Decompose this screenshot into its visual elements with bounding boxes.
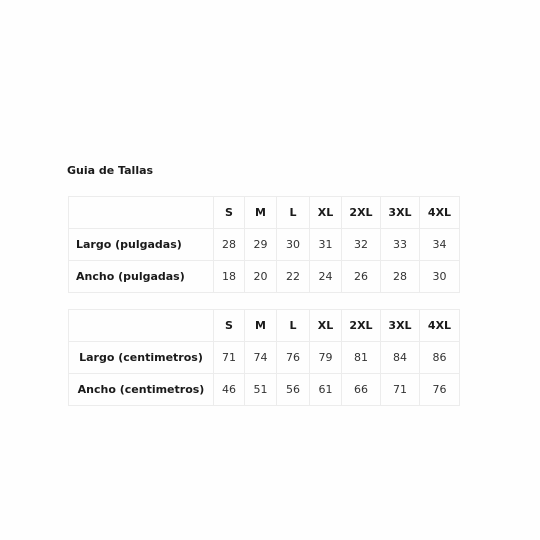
page-title: Guia de Tallas [67, 164, 154, 177]
table-cell: 74 [245, 342, 277, 374]
table-cell: 30 [277, 229, 310, 261]
table-cell: 81 [342, 342, 381, 374]
table-cell: 32 [342, 229, 381, 261]
size-header: S [214, 310, 245, 342]
header-empty-cell [69, 310, 214, 342]
size-header: 2XL [342, 310, 381, 342]
table-cell: 79 [310, 342, 342, 374]
row-label: Largo (centimetros) [69, 342, 214, 374]
table-cell: 28 [381, 261, 420, 293]
table-row [69, 374, 460, 406]
table-cell: 28 [214, 229, 245, 261]
table-cell: 76 [277, 342, 310, 374]
table-cell: 71 [214, 342, 245, 374]
size-table-centimeters [68, 309, 460, 406]
table-cell: 24 [310, 261, 342, 293]
size-header: XL [310, 310, 342, 342]
table-cell: 51 [245, 374, 277, 406]
table-cell: 26 [342, 261, 381, 293]
table-row [69, 229, 460, 261]
table-cell: 76 [420, 374, 460, 406]
table-header-row [69, 310, 460, 342]
table-cell: 18 [214, 261, 245, 293]
table-cell: 22 [277, 261, 310, 293]
size-header: 4XL [420, 197, 460, 229]
table-cell: 46 [214, 374, 245, 406]
size-table-inches [68, 196, 460, 293]
size-header: 4XL [420, 310, 460, 342]
size-header: M [245, 197, 277, 229]
table-cell: 56 [277, 374, 310, 406]
size-header: S [214, 197, 245, 229]
size-header: 3XL [381, 310, 420, 342]
table-header-row [69, 197, 460, 229]
table-cell: 84 [381, 342, 420, 374]
table-cell: 30 [420, 261, 460, 293]
table-cell: 31 [310, 229, 342, 261]
table-cell: 71 [381, 374, 420, 406]
table-cell: 86 [420, 342, 460, 374]
header-empty-cell [69, 197, 214, 229]
size-header: L [277, 310, 310, 342]
table-cell: 66 [342, 374, 381, 406]
row-label: Largo (pulgadas) [69, 229, 214, 261]
table-cell: 20 [245, 261, 277, 293]
table-row [69, 261, 460, 293]
table-cell: 33 [381, 229, 420, 261]
size-header: XL [310, 197, 342, 229]
table-row [69, 342, 460, 374]
row-label: Ancho (centimetros) [69, 374, 214, 406]
size-header: 3XL [381, 197, 420, 229]
table-cell: 29 [245, 229, 277, 261]
size-header: 2XL [342, 197, 381, 229]
size-header: M [245, 310, 277, 342]
table-cell: 34 [420, 229, 460, 261]
size-header: L [277, 197, 310, 229]
row-label: Ancho (pulgadas) [69, 261, 214, 293]
table-cell: 61 [310, 374, 342, 406]
